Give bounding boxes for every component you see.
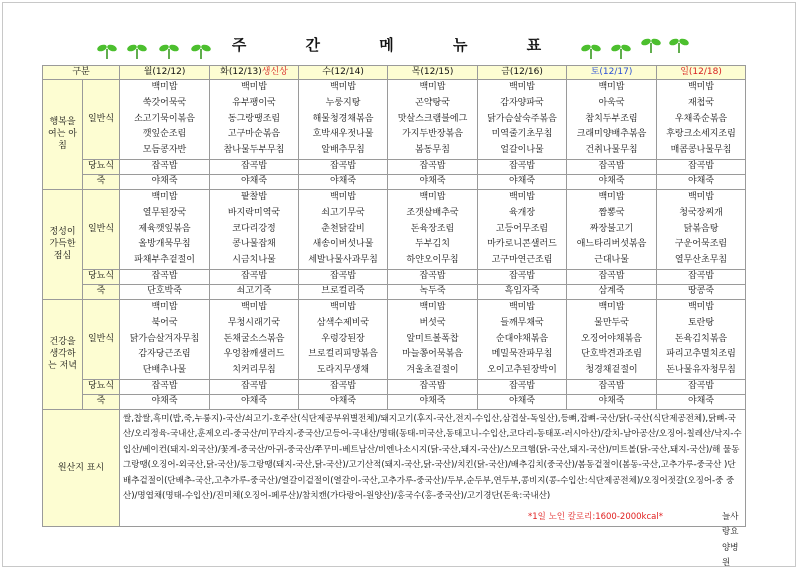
menu-cell: 잡곡밥 [210,159,299,174]
menu-cell: 야채죽 [210,394,299,409]
category-header: 구분 [43,66,120,80]
menu-cell: 잡곡밥 [478,159,567,174]
type-label: 당뇨식 [83,269,120,284]
menu-cell: 야채죽 [567,394,657,409]
menu-cell: 야채죽 [567,174,657,189]
hospital-name: 늘사랑요양병원 [722,511,739,569]
day-header-sun: 일(12/18) [657,66,746,80]
page-title: 주 간 메 뉴 표 [231,36,569,54]
kcal-note: *1일 노인 칼로리:1600-2000kcal* [528,511,663,522]
menu-cell: 백미밥 곤약탕국 맛살스크램블에그 가지두반장볶음 봄동무침 [388,80,478,160]
type-label: 당뇨식 [83,159,120,174]
menu-cell: 야채죽 [299,174,388,189]
menu-cell: 백미밥 버섯국 알미트볼폭찹 마늘쫑어묵볶음 겨울초겉절이 [388,299,478,379]
header-row [43,66,746,80]
breakfast-diabetic-row [43,159,746,174]
day-header-thu: 목(12/15) [388,66,478,80]
day-header-fri: 금(12/16) [478,66,567,80]
menu-cell: 팥찰밥 바지락미역국 코다리강정 콩나물잡채 시금치나물 [210,189,299,269]
menu-cell: 잡곡밥 [120,379,210,394]
menu-cell: 야채죽 [120,174,210,189]
type-label: 일반식 [83,299,120,379]
menu-cell: 잡곡밥 [210,269,299,284]
type-label: 죽 [83,174,120,189]
menu-cell: 야채죽 [388,394,478,409]
breakfast-general-row [43,80,746,160]
menu-cell: 백미밥 아욱국 참치두부조림 크래미양배추볶음 건취나물무침 [567,80,657,160]
menu-cell: 잡곡밥 [567,269,657,284]
menu-cell: 잡곡밥 [120,159,210,174]
menu-cell: 흑임자죽 [478,284,567,299]
type-label: 죽 [83,394,120,409]
menu-cell: 백미밥 열무된장국 제육깻잎볶음 올방개묵무침 파채부추겉절이 [120,189,210,269]
menu-cell: 잡곡밥 [657,159,746,174]
dinner-diabetic-row [43,379,746,394]
menu-cell: 백미밥 무청시래기국 돈채굴소스볶음 우엉참깨샐러드 치커리무침 [210,299,299,379]
origin-label: 원산지 표시 [43,409,120,526]
menu-cell: 백미밥 토란탕 돈육김치볶음 파리고추멸치조림 돈나물유자청무침 [657,299,746,379]
type-label: 당뇨식 [83,379,120,394]
lunch-general-row [43,189,746,269]
menu-cell: 백미밥 삼색수제비국 우렁강된장 브로컬리피망볶음 도라지무생채 [299,299,388,379]
menu-cell: 야채죽 [657,394,746,409]
menu-cell: 백미밥 북어국 닭가슴살겨자무침 감자당근조림 단배추나물 [120,299,210,379]
footer [120,510,745,569]
menu-cell: 잡곡밥 [299,269,388,284]
menu-cell: 잡곡밥 [567,159,657,174]
type-label: 죽 [83,284,120,299]
menu-cell: 잡곡밥 [478,269,567,284]
breakfast-porridge-row [43,174,746,189]
menu-cell: 브로컬리죽 [299,284,388,299]
menu-cell: 야채죽 [478,394,567,409]
meal-label-breakfast: 행복을 여는 아침 [43,80,83,190]
menu-cell: 잡곡밥 [567,379,657,394]
meal-label-dinner: 건강을 생각하는 저녁 [43,299,83,409]
dinner-general-row [43,299,746,379]
day-header-mon: 월(12/12) [120,66,210,80]
menu-cell: 잡곡밥 [388,159,478,174]
menu-cell: 단호박죽 [120,284,210,299]
menu-cell: 잡곡밥 [388,269,478,284]
menu-cell: 삼계죽 [567,284,657,299]
birthday-note: 생신상 [261,67,288,77]
menu-cell: 야채죽 [388,174,478,189]
menu-cell: 잡곡밥 [657,379,746,394]
menu-cell: 백미밥 감자양파국 닭가슴살숙주볶음 미역줄기초무침 얼갈이나물 [478,80,567,160]
lunch-diabetic-row [43,269,746,284]
origin-text: 쌀,찹쌀,흑미(밥,죽,누룽지)-국산/쇠고기-호주산(식단제공부위별전체)/돼지고기(후지-국산,전지-수입산,삼겹살-독일산),등뼈,잡뼈-국산/닭(-국산(식단제공전체),닭뼈-국산/오리정육-국내산,훈제오리-중국산/미꾸라지-중국산/고등어-국내산/명태(동태-미국산,동태고니-수입산,코다리-동태포-러시아산)/갈치-남아공산/오징어-칠레산/낙지-수입산/베이컨(돼지-외국산)/꽃게-중국산/아귀-중국산/쭈꾸미-베트남산/비엔나소시지(닭-국산,돼지-국산)/스모크햄(닭-국산,돼지-국산)/미트볼(닭-국산,돼지-국산)/해 물동그랑땡(오징어-외국산,닭-국산)/동그랑땡(돼지-국산,닭-국산)/고기산적(돼지-국산,닭-국산)/치킨(닭-국산)/배추김치(중국산)/봄동겉절이(봄동-국산,고추가루-중국산 )단배추겉절이(단배추-국산,고추가루-중국산)/열갈이겉절이(열갈이-국산,고추가루-중국산)/두부,순두부,연두부,콩비지(콩-수입산:식단제공전체)/오징어젓갈(오징어-중 중산)/명엽채(명태-수입산)/진미채(오징어-페루산)/참치캔(가다랑어-원양산)/홍국수(홍-중국산)/고기경단(돈육:국내산) *1일 노인 칼로리:1600-2000kcal* 늘사랑요양병원 [120,409,746,526]
menu-cell: 백미밥 조갯살배추국 돈육장조림 두부김치 하얀오이무침 [388,189,478,269]
menu-cell: 잡곡밥 [478,379,567,394]
menu-cell: 야채죽 [657,174,746,189]
menu-cell: 잡곡밥 [299,379,388,394]
menu-cell: 땅콩죽 [657,284,746,299]
menu-cell: 백미밥 유부팽이국 동그랑땡조림 고구마순볶음 참나물두부무침 [210,80,299,160]
menu-cell: 백미밥 육개장 고등어무조림 마카로니콘샐러드 고구마연근조림 [478,189,567,269]
day-header-tue: 화(12/13)생신상 [210,66,299,80]
menu-cell: 백미밥 쇠고기무국 춘천닭갈비 새송이버섯나물 세발나물사과무침 [299,189,388,269]
origin-row [43,409,746,526]
menu-cell: 쇠고기죽 [210,284,299,299]
dinner-porridge-row [43,394,746,409]
type-label: 일반식 [83,189,120,269]
meal-label-lunch: 정성이 가득한 점심 [43,189,83,299]
menu-cell: 백미밥 청국장찌개 닭볶음탕 구운어묵조림 열무산초무침 [657,189,746,269]
menu-cell: 잡곡밥 [210,379,299,394]
menu-cell: 백미밥 누룽지탕 해물청경채볶음 호박새우젓나물 알배추무침 [299,80,388,160]
weekly-menu-table [42,65,746,569]
menu-cell: 야채죽 [299,394,388,409]
menu-cell: 백미밥 물만두국 오징어야채볶음 단호박견과조림 청경채겉절이 [567,299,657,379]
menu-cell: 백미밥 재첩국 우채족순볶음 후랑크소세지조림 매콤콩나물무침 [657,80,746,160]
menu-cell: 야채죽 [120,394,210,409]
menu-cell: 잡곡밥 [120,269,210,284]
menu-cell: 잡곡밥 [657,269,746,284]
type-label: 일반식 [83,80,120,160]
menu-cell: 백미밥 들깨무채국 순대야채볶음 메밀묵잔파무침 오이고추된장박이 [478,299,567,379]
menu-cell: 잡곡밥 [299,159,388,174]
menu-cell: 백미밥 쑥갓어묵국 소고기묵이볶음 깻잎순조림 모듬콩자반 [120,80,210,160]
day-header-wed: 수(12/14) [299,66,388,80]
menu-cell: 야채죽 [478,174,567,189]
menu-cell: 녹두죽 [388,284,478,299]
menu-cell: 야채죽 [210,174,299,189]
day-header-sat: 토(12/17) [567,66,657,80]
lunch-porridge-row [43,284,746,299]
menu-cell: 잡곡밥 [388,379,478,394]
menu-cell: 백미밥 짬뽕국 짜장불고기 애느타리버섯볶음 근대나물 [567,189,657,269]
